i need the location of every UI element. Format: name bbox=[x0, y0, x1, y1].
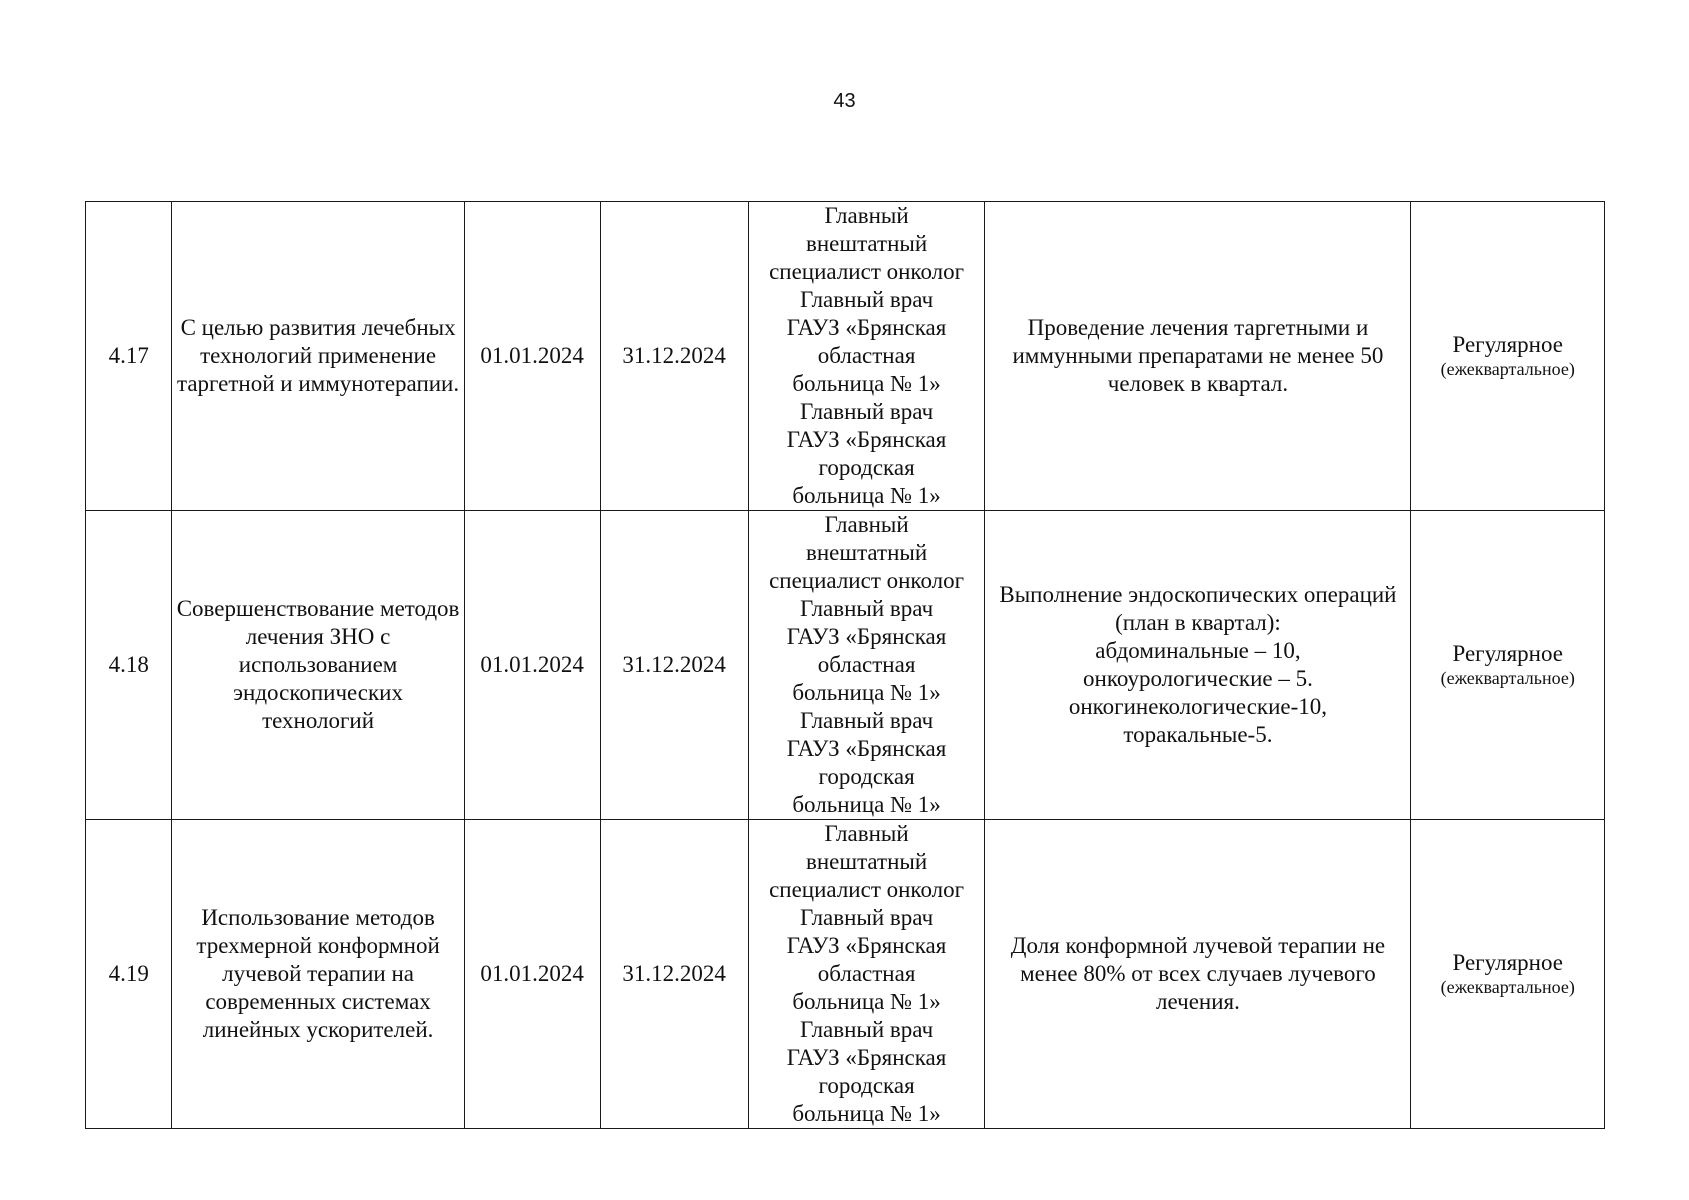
responsible-line: областная bbox=[817, 343, 916, 368]
activity-title-cell: Использование методов трехмерной конформной лучевой терапии на современных системах линейных ускорителей. bbox=[172, 820, 464, 1129]
activity-title-cell: Совершенствование методов лечения ЗНО с использованием эндоскопических технологий bbox=[172, 511, 464, 820]
responsible-line: больница № 1» bbox=[792, 989, 941, 1014]
activity-table bbox=[85, 201, 1605, 1129]
activity-type-cell bbox=[1411, 202, 1605, 511]
responsible-cell bbox=[748, 202, 985, 511]
responsible-line: областная bbox=[817, 961, 916, 986]
activity-table-body bbox=[86, 202, 1605, 1129]
end-date-cell: 31.12.2024 bbox=[600, 202, 748, 511]
activity-type-label: Регулярное bbox=[1452, 641, 1563, 666]
responsible-line: Главный врач bbox=[800, 708, 934, 733]
responsible-line: Главный врач bbox=[800, 399, 934, 424]
activity-type-label: Регулярное bbox=[1452, 332, 1563, 357]
responsible-line: внештатный bbox=[806, 540, 928, 565]
start-date-cell: 01.01.2024 bbox=[464, 511, 600, 820]
activity-frequency-label: (ежеквартальное) bbox=[1440, 668, 1575, 688]
activity-frequency-label: (ежеквартальное) bbox=[1440, 359, 1575, 379]
responsible-line: специалист онколог bbox=[769, 568, 965, 593]
activity-type-cell bbox=[1411, 820, 1605, 1129]
expected-result-cell bbox=[985, 511, 1411, 820]
responsible-line: внештатный bbox=[806, 231, 928, 256]
responsible-line: Главный врач bbox=[800, 287, 934, 312]
expected-result-cell bbox=[985, 820, 1411, 1129]
result-line: Выполнение эндоскопических операций (план в квартал): bbox=[999, 582, 1397, 635]
result-line: абдоминальные – 10, bbox=[1095, 638, 1301, 663]
responsible-line: Главный врач bbox=[800, 1017, 934, 1042]
responsible-line: Главный bbox=[824, 821, 909, 846]
table-row bbox=[86, 820, 1605, 1129]
responsible-line: специалист онколог bbox=[769, 877, 965, 902]
responsible-line: больница № 1» bbox=[792, 1101, 941, 1126]
responsible-line: внештатный bbox=[806, 849, 928, 874]
responsible-line: Главный врач bbox=[800, 905, 934, 930]
item-number-cell: 4.19 bbox=[86, 820, 172, 1129]
responsible-line: больница № 1» bbox=[792, 483, 941, 508]
item-number-cell: 4.18 bbox=[86, 511, 172, 820]
responsible-line: специалист онколог bbox=[769, 259, 965, 284]
responsible-line: больница № 1» bbox=[792, 680, 941, 705]
responsible-line: ГАУЗ «Брянская bbox=[786, 315, 947, 340]
activity-title-cell: С целью развития лечебных технологий применение таргетной и иммунотерапии. bbox=[172, 202, 464, 511]
table-row bbox=[86, 511, 1605, 820]
activity-type-label: Регулярное bbox=[1452, 950, 1563, 975]
activity-frequency-label: (ежеквартальное) bbox=[1440, 977, 1575, 997]
responsible-line: городская bbox=[818, 764, 915, 789]
responsible-cell bbox=[748, 820, 985, 1129]
responsible-line: городская bbox=[818, 1073, 915, 1098]
responsible-line: Главный bbox=[824, 512, 909, 537]
responsible-line: больница № 1» bbox=[792, 792, 941, 817]
responsible-line: ГАУЗ «Брянская bbox=[786, 933, 947, 958]
result-line: Доля конформной лучевой терапии не менее 80% от всех случаев лучевого лечения. bbox=[1010, 933, 1386, 1014]
responsible-line: ГАУЗ «Брянская bbox=[786, 1045, 947, 1070]
result-line: торакальные-5. bbox=[1123, 722, 1273, 747]
result-line: онкоурологические – 5. bbox=[1083, 666, 1313, 691]
responsible-cell bbox=[748, 511, 985, 820]
responsible-line: ГАУЗ «Брянская bbox=[786, 427, 947, 452]
responsible-line: Главный bbox=[824, 203, 909, 228]
end-date-cell: 31.12.2024 bbox=[600, 820, 748, 1129]
responsible-line: ГАУЗ «Брянская bbox=[786, 624, 947, 649]
expected-result-cell bbox=[985, 202, 1411, 511]
responsible-line: городская bbox=[818, 455, 915, 480]
item-number-cell: 4.17 bbox=[86, 202, 172, 511]
responsible-line: областная bbox=[817, 652, 916, 677]
responsible-line: больница № 1» bbox=[792, 371, 941, 396]
responsible-line: ГАУЗ «Брянская bbox=[786, 736, 947, 761]
page-number: 43 bbox=[833, 90, 856, 112]
start-date-cell: 01.01.2024 bbox=[464, 202, 600, 511]
table-row bbox=[86, 202, 1605, 511]
result-line: Проведение лечения таргетными и иммунными препаратами не менее 50 человек в квартал. bbox=[1012, 315, 1384, 396]
start-date-cell: 01.01.2024 bbox=[464, 820, 600, 1129]
activity-type-cell bbox=[1411, 511, 1605, 820]
result-line: онкогинекологические-10, bbox=[1068, 694, 1328, 719]
end-date-cell: 31.12.2024 bbox=[600, 511, 748, 820]
responsible-line: Главный врач bbox=[800, 596, 934, 621]
